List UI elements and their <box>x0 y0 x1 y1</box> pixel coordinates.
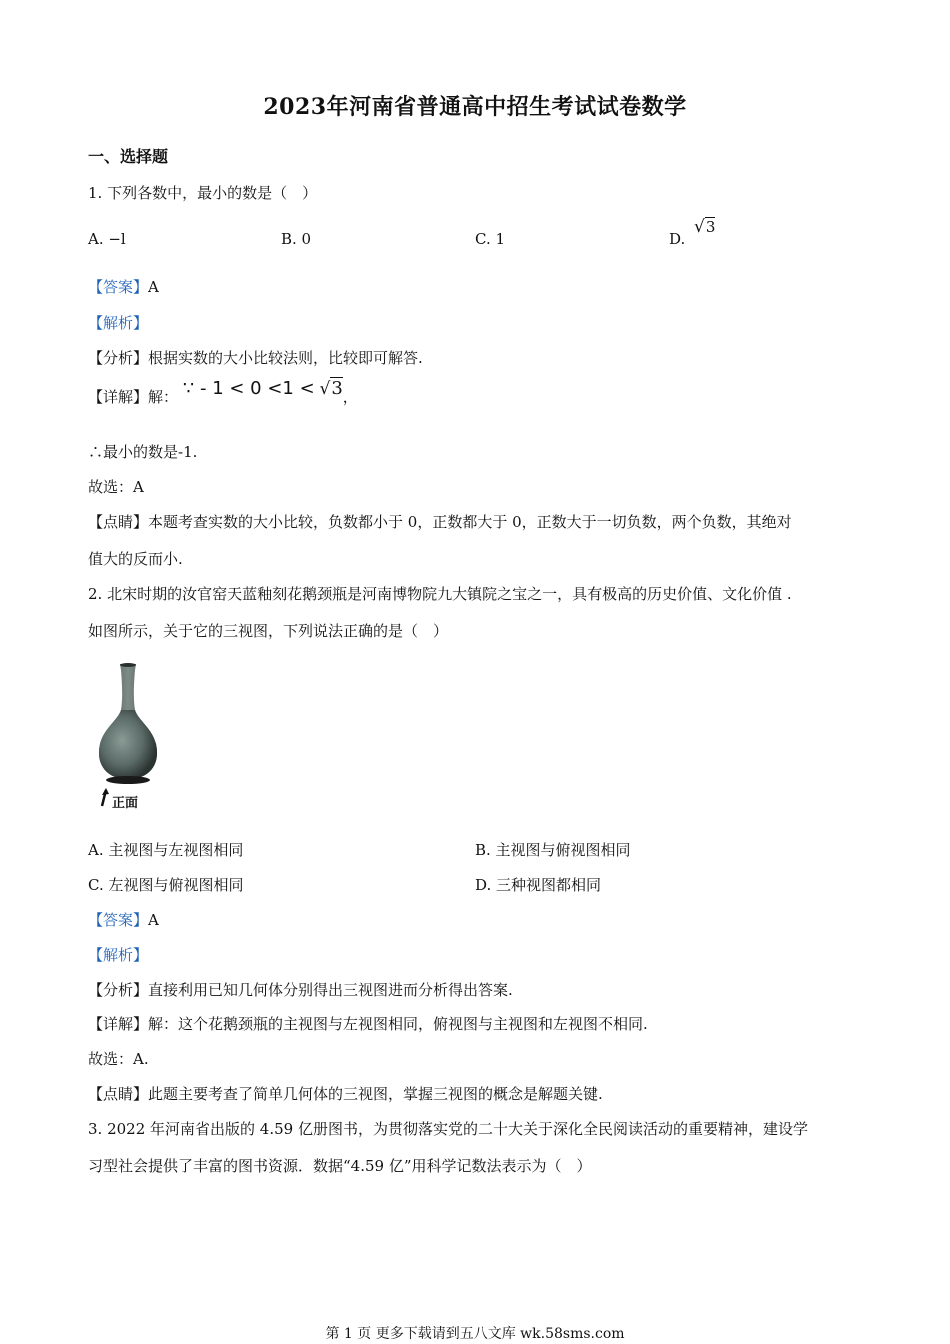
q1-option-d <box>669 217 716 249</box>
answer-tag: 【答案】 <box>88 911 149 929</box>
q2-stem-2: 如图所示，关于它的三视图，下列说法正确的是（ ） <box>88 622 449 640</box>
xiangjie-comma: ， <box>342 388 358 406</box>
q2-xiangjie: 解：这个花鹅颈瓶的主视图与左视图相同，俯视图与主视图和左视图不相同. <box>148 1015 648 1033</box>
sqrt-symbol: √3 <box>319 378 343 399</box>
q1-answer-line <box>88 277 159 297</box>
q2-dianjing: 此题主要考查了简单几何体的三视图，掌握三视图的概念是解题关键. <box>148 1085 603 1103</box>
q1-inequality: ∵ - 1 < 0 <1 < <box>182 378 315 399</box>
q3-stem-1: 3. 2022 年河南省出版的 4.59 亿册图书，为贯彻落实党的二十大关于深化全民阅读活动的重要精神，建设学 <box>88 1120 808 1138</box>
vase-image <box>92 662 164 812</box>
q3-stem-2: 习型社会提供了丰富的图书资源．数据“4.59 亿”用科学记数法表示为（ ） <box>88 1157 592 1175</box>
xiangjie-tag: 【详解】 <box>88 1015 149 1033</box>
q1-fenxi-line <box>88 348 423 368</box>
sqrt-symbol: √3 <box>694 217 716 237</box>
q1-therefore: ∴最小的数是-1. <box>88 443 198 461</box>
q1-answer: A <box>148 278 159 296</box>
q2-dianjing-line <box>88 1084 603 1104</box>
q1-dianjing-line <box>88 512 792 532</box>
page-title: 2023年河南省普通高中招生考试试卷数学 <box>263 94 687 120</box>
q2-answer: A <box>148 911 159 929</box>
answer-tag: 【答案】 <box>88 278 149 296</box>
q1-xiangjie-radicand: 3 <box>331 378 343 399</box>
q1-option-b: B. 0 <box>281 230 312 248</box>
dianjing-tag: 【点睛】 <box>88 1085 149 1103</box>
q1-dianjing-2: 值大的反而小. <box>88 550 183 568</box>
q2-option-a: A. 主视图与左视图相同 <box>88 841 244 859</box>
front-label: 正面 <box>112 796 139 811</box>
q1-option-c: C. 1 <box>475 230 506 248</box>
fenxi-tag: 【分析】 <box>88 349 149 367</box>
q1-fenxi: 根据实数的大小比较法则，比较即可解答. <box>148 349 423 367</box>
q2-option-c: C. 左视图与俯视图相同 <box>88 876 244 894</box>
q1-stem: 1. 下列各数中，最小的数是（ ） <box>88 184 318 202</box>
vase-figure <box>92 662 164 812</box>
q1-choose: 故选：A <box>88 478 144 496</box>
q2-analysis-tag: 【解析】 <box>88 946 149 964</box>
q1-xiangjie-line <box>88 378 358 407</box>
q2-stem-1: 2. 北宋时期的汝官窑天蓝釉刻花鹅颈瓶是河南博物院九大镇院之宝之一，具有极高的历史价值、文化价值 . <box>88 585 792 603</box>
q1-option-d-radicand: 3 <box>705 218 716 236</box>
dianjing-tag: 【点睛】 <box>88 513 149 531</box>
q1-analysis-tag: 【解析】 <box>88 314 149 332</box>
q2-option-b: B. 主视图与俯视图相同 <box>475 841 631 859</box>
q2-xiangjie-line <box>88 1014 648 1034</box>
q1-option-a: A. −l <box>88 230 126 248</box>
q2-fenxi: 直接利用已知几何体分别得出三视图进而分析得出答案. <box>148 981 513 999</box>
q2-fenxi-line <box>88 980 513 1000</box>
q2-choose: 故选：A. <box>88 1050 149 1068</box>
q1-option-d-label: D. <box>669 230 686 248</box>
q1-dianjing-1: 本题考查实数的大小比较，负数都小于 0，正数都大于 0，正数大于一切负数，两个负数，其绝对 <box>148 513 792 531</box>
q2-answer-line <box>88 910 159 930</box>
q2-option-d: D. 三种视图都相同 <box>475 876 602 894</box>
page-footer: 第 1 页 更多下载请到五八文库 wk.58sms.com <box>325 1326 625 1342</box>
xiangjie-tag: 【详解】 <box>88 388 149 406</box>
fenxi-tag: 【分析】 <box>88 981 149 999</box>
section-title: 一、选择题 <box>88 147 169 166</box>
xiangjie-prefix: 解： <box>148 388 179 406</box>
